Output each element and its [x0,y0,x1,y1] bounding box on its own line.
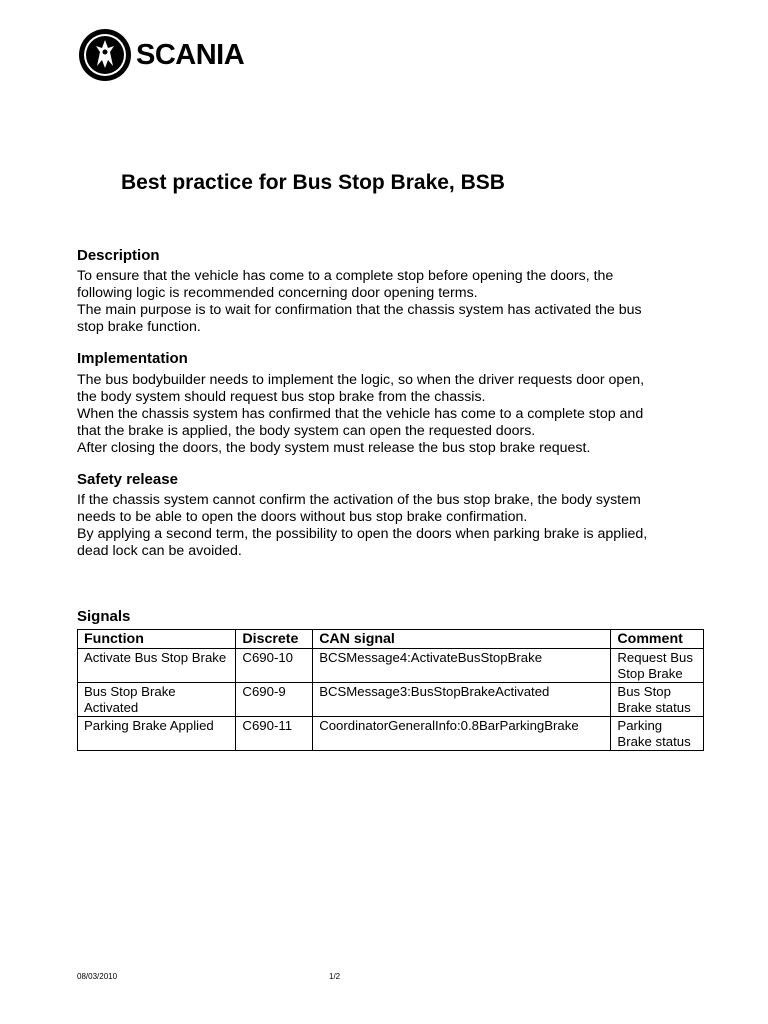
text-line: that the brake is applied, the body system can open the requested doors. [77,423,536,439]
text-line: following logic is recommended concerning door opening terms. [77,285,478,301]
text-line: The main purpose is to wait for confirmation that the chassis system has activated the bus [77,302,642,318]
table-header-row [78,630,704,649]
signals-heading: Signals [77,608,131,625]
table-row [78,649,704,683]
table-row [78,717,704,751]
cell-function: Bus Stop Brake Activated [78,683,236,717]
text-line: stop brake function. [77,319,201,335]
document-title: Best practice for Bus Stop Brake, BSB [121,171,505,194]
cell-discrete: C690-10 [236,649,313,683]
scania-logo [78,28,278,82]
column-header-function: Function [78,630,236,649]
implementation-heading: Implementation [77,350,188,367]
cell-discrete: C690-11 [236,717,313,751]
griffin-emblem-icon [78,28,132,82]
implementation-text [77,372,717,457]
cell-comment: Bus Stop Brake status [611,683,704,717]
cell-can-signal: BCSMessage3:BusStopBrakeActivated [313,683,611,717]
cell-discrete: C690-9 [236,683,313,717]
text-line: When the chassis system has confirmed that the vehicle has come to a complete stop and [77,406,644,422]
footer-page-number: 1/2 [329,972,341,981]
cell-can-signal: BCSMessage4:ActivateBusStopBrake [313,649,611,683]
cell-comment: Parking Brake status [611,717,704,751]
text-line: the body system should request bus stop brake from the chassis. [77,389,486,405]
cell-function: Parking Brake Applied [78,717,236,751]
text-line: To ensure that the vehicle has come to a complete stop before opening the doors, the [77,268,614,284]
column-header-can-signal: CAN signal [313,630,611,649]
text-line: dead lock can be avoided. [77,543,242,559]
text-line: The bus bodybuilder needs to implement the logic, so when the driver requests door open, [77,372,645,388]
text-line: needs to be able to open the doors without bus stop brake confirmation. [77,509,528,525]
table-row [78,683,704,717]
text-line: If the chassis system cannot confirm the activation of the bus stop brake, the body system [77,492,641,508]
cell-comment: Request Bus Stop Brake [611,649,704,683]
column-header-discrete: Discrete [236,630,313,649]
text-line: By applying a second term, the possibility to open the doors when parking brake is applied, [77,526,648,542]
cell-function: Activate Bus Stop Brake [78,649,236,683]
description-text [77,268,717,336]
text-line: After closing the doors, the body system must release the bus stop brake request. [77,440,591,456]
signals-table [77,629,704,751]
safety-release-text [77,492,717,560]
footer-date: 08/03/2010 [77,972,118,981]
safety-release-heading: Safety release [77,471,178,488]
column-header-comment: Comment [611,630,704,649]
cell-can-signal: CoordinatorGeneralInfo:0.8BarParkingBrake [313,717,611,751]
logo-wordmark: SCANIA [136,39,245,71]
description-heading: Description [77,247,160,264]
